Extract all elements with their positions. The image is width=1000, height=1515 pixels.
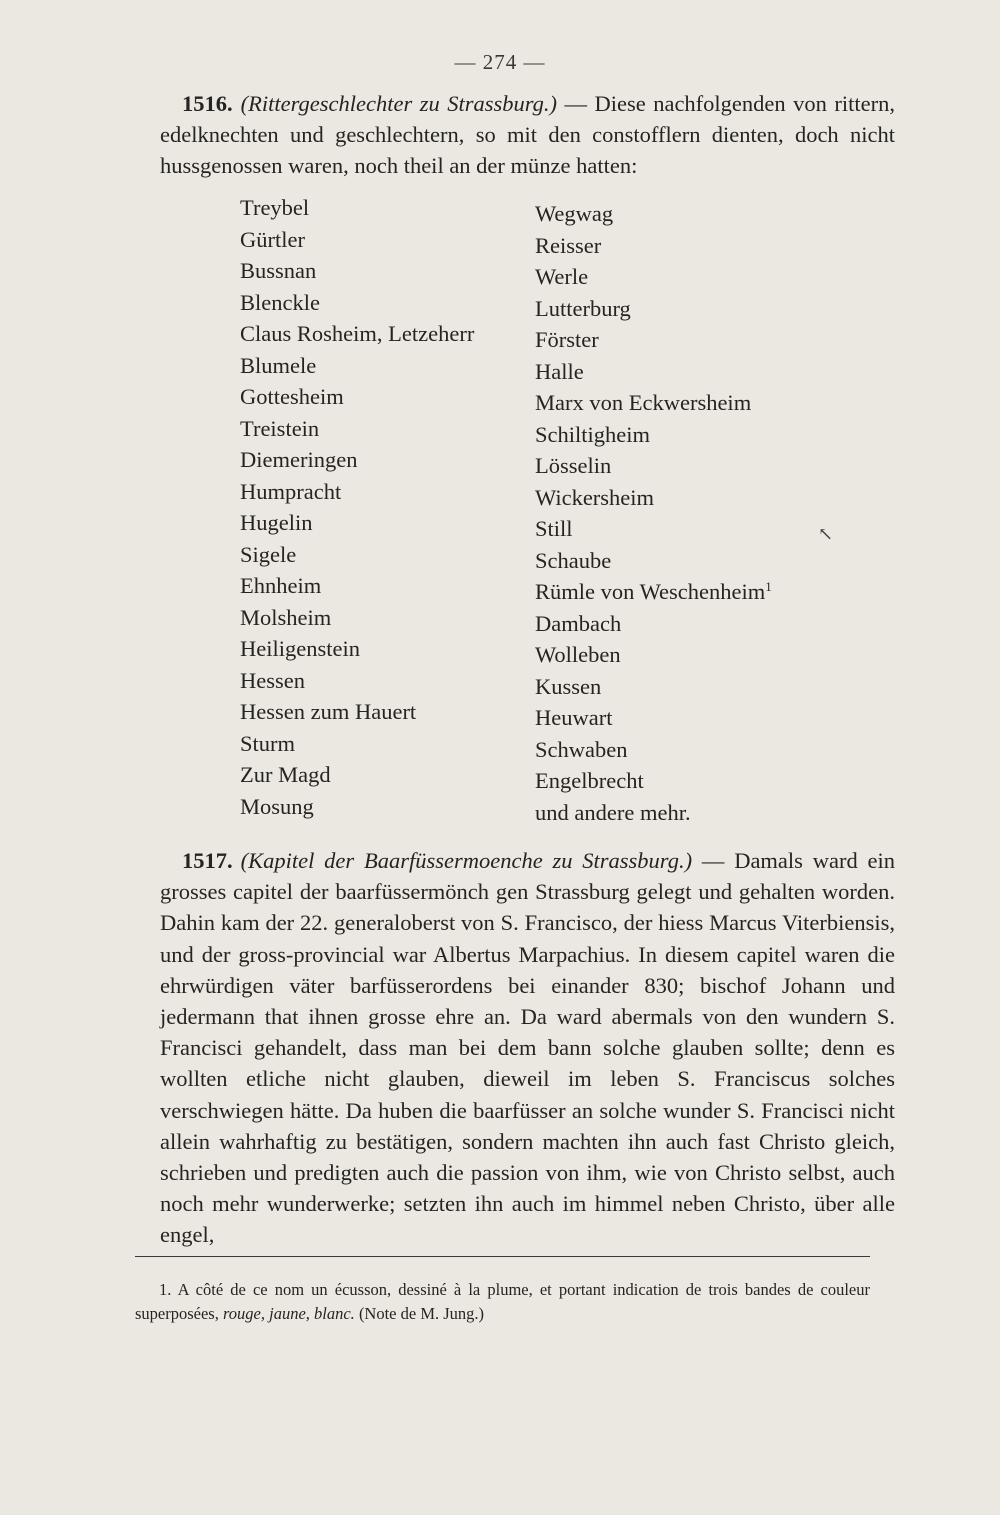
name-item: Lösselin bbox=[535, 453, 612, 478]
name-item: Bussnan bbox=[240, 258, 317, 283]
entry-1516-paragraph bbox=[160, 88, 895, 182]
names-right-column bbox=[535, 198, 772, 828]
name-item: Treistein bbox=[240, 415, 320, 441]
name-item: Ehnheim bbox=[240, 573, 322, 598]
name-item: Wolleben bbox=[535, 642, 621, 667]
footnote-colors: rouge, jaune, blanc. bbox=[222, 1304, 355, 1323]
name-item: Hessen bbox=[240, 667, 305, 693]
name-item: Humpracht bbox=[240, 478, 342, 504]
name-item: Blumele bbox=[240, 352, 317, 378]
footnote-number: 1. bbox=[159, 1280, 172, 1299]
name-item-with-footnote bbox=[535, 576, 772, 608]
footnote-text: A côté de ce nom un écusson, dessiné à la plume, et portant indication de trois bandes de couleur superposées, bbox=[135, 1280, 870, 1323]
name-item: Halle bbox=[535, 358, 584, 384]
name-item: Blenckle bbox=[240, 289, 320, 315]
name-item: Reisser bbox=[535, 232, 602, 258]
name-item: Lutterburg bbox=[535, 295, 631, 321]
name-item: Schiltigheim bbox=[535, 421, 650, 447]
name-item: Sturm bbox=[240, 730, 296, 756]
name-item: Wegwag bbox=[535, 201, 614, 226]
entry-year: 1516. bbox=[182, 91, 233, 116]
name-item: Sigele bbox=[240, 541, 297, 567]
entry-title: (Rittergeschlechter zu Strassburg.) bbox=[240, 91, 558, 116]
name-item: Molsheim bbox=[240, 604, 332, 630]
footnote-marker: 1 bbox=[765, 579, 772, 594]
name-item: Diemeringen bbox=[240, 447, 358, 472]
name-item: Claus Rosheim, Letzeherr bbox=[240, 321, 475, 346]
name-item: Marx von Eckwersheim bbox=[535, 390, 752, 415]
name-item: Schwaben bbox=[535, 736, 628, 762]
name-item: Hugelin bbox=[240, 510, 313, 535]
name-item: Zur Magd bbox=[240, 762, 331, 787]
footnote-divider bbox=[135, 1256, 870, 1257]
name-item: Förster bbox=[535, 327, 599, 352]
name-item: Gottesheim bbox=[240, 384, 344, 409]
names-left-column bbox=[240, 192, 474, 822]
entry-1517-paragraph bbox=[160, 845, 895, 1251]
name-item: Wickersheim bbox=[535, 484, 655, 510]
name-item: und andere mehr. bbox=[535, 799, 691, 825]
stray-mark-icon: ↖ bbox=[818, 524, 834, 544]
entry-text: — Diese nachfolgenden von rittern, edelknechten und geschlechtern, so mit den constofflern dienten, doch nicht hussgenossen waren, noch theil an der münze hatten: bbox=[160, 91, 895, 179]
name-item: Still bbox=[535, 516, 573, 541]
name-item: Dambach bbox=[535, 610, 622, 636]
name-item: Heuwart bbox=[535, 705, 613, 730]
name-item: Engelbrecht bbox=[535, 768, 644, 793]
name-item: Hessen zum Hauert bbox=[240, 699, 417, 724]
entry-text: — Damals ward ein grosses capitel der baarfüssermönch gen Strassburg gelegt und gehalten worden. Dahin kam der 22. generaloberst von S. Francisco, der hiess Marcus Viterbiensis, und der gross-provincial war Albertus Marpachius. In diesem capitel waren die ehrwürdigen väter barfüsserordens bei einander 830; bischof Johann und jedermann that ihnen grosse ehre an. Da ward abermals von den wundern S. Francisci gehandelt, dass man bei dem bann solche glauben sollte; denn es wollten etliche nicht glauben, dieweil im leben S. Franciscus solches verschwiegen hätte. Da huben die baarfüsser an solche wunder S. Francisci nicht allein wahrhaftig zu bestätigen, sondern machten ihn auch fast Christo gleich, schrieben und predigten auch die passion von ihm, wie von Christo selbst, auch noch mehr wunderwerke; setzten ihn auch im himmel neben Christo, über alle engel, bbox=[160, 848, 895, 1248]
name-item: Treybel bbox=[240, 195, 310, 220]
name-item: Heiligenstein bbox=[240, 636, 360, 661]
name-text: Rümle von Weschenheim bbox=[535, 579, 766, 604]
footnote-note: (Note de M. Jung.) bbox=[354, 1304, 485, 1323]
name-item: Gürtler bbox=[240, 226, 305, 252]
page-number: — 274 — bbox=[454, 50, 546, 74]
name-item: Kussen bbox=[535, 673, 602, 699]
name-item: Mosung bbox=[240, 793, 314, 819]
entry-year: 1517. bbox=[182, 848, 233, 873]
footnote bbox=[135, 1278, 870, 1326]
name-item: Werle bbox=[535, 264, 589, 289]
name-item: Schaube bbox=[535, 547, 612, 573]
entry-title: (Kapitel der Baarfüssermoenche zu Strassburg.) bbox=[240, 848, 693, 873]
